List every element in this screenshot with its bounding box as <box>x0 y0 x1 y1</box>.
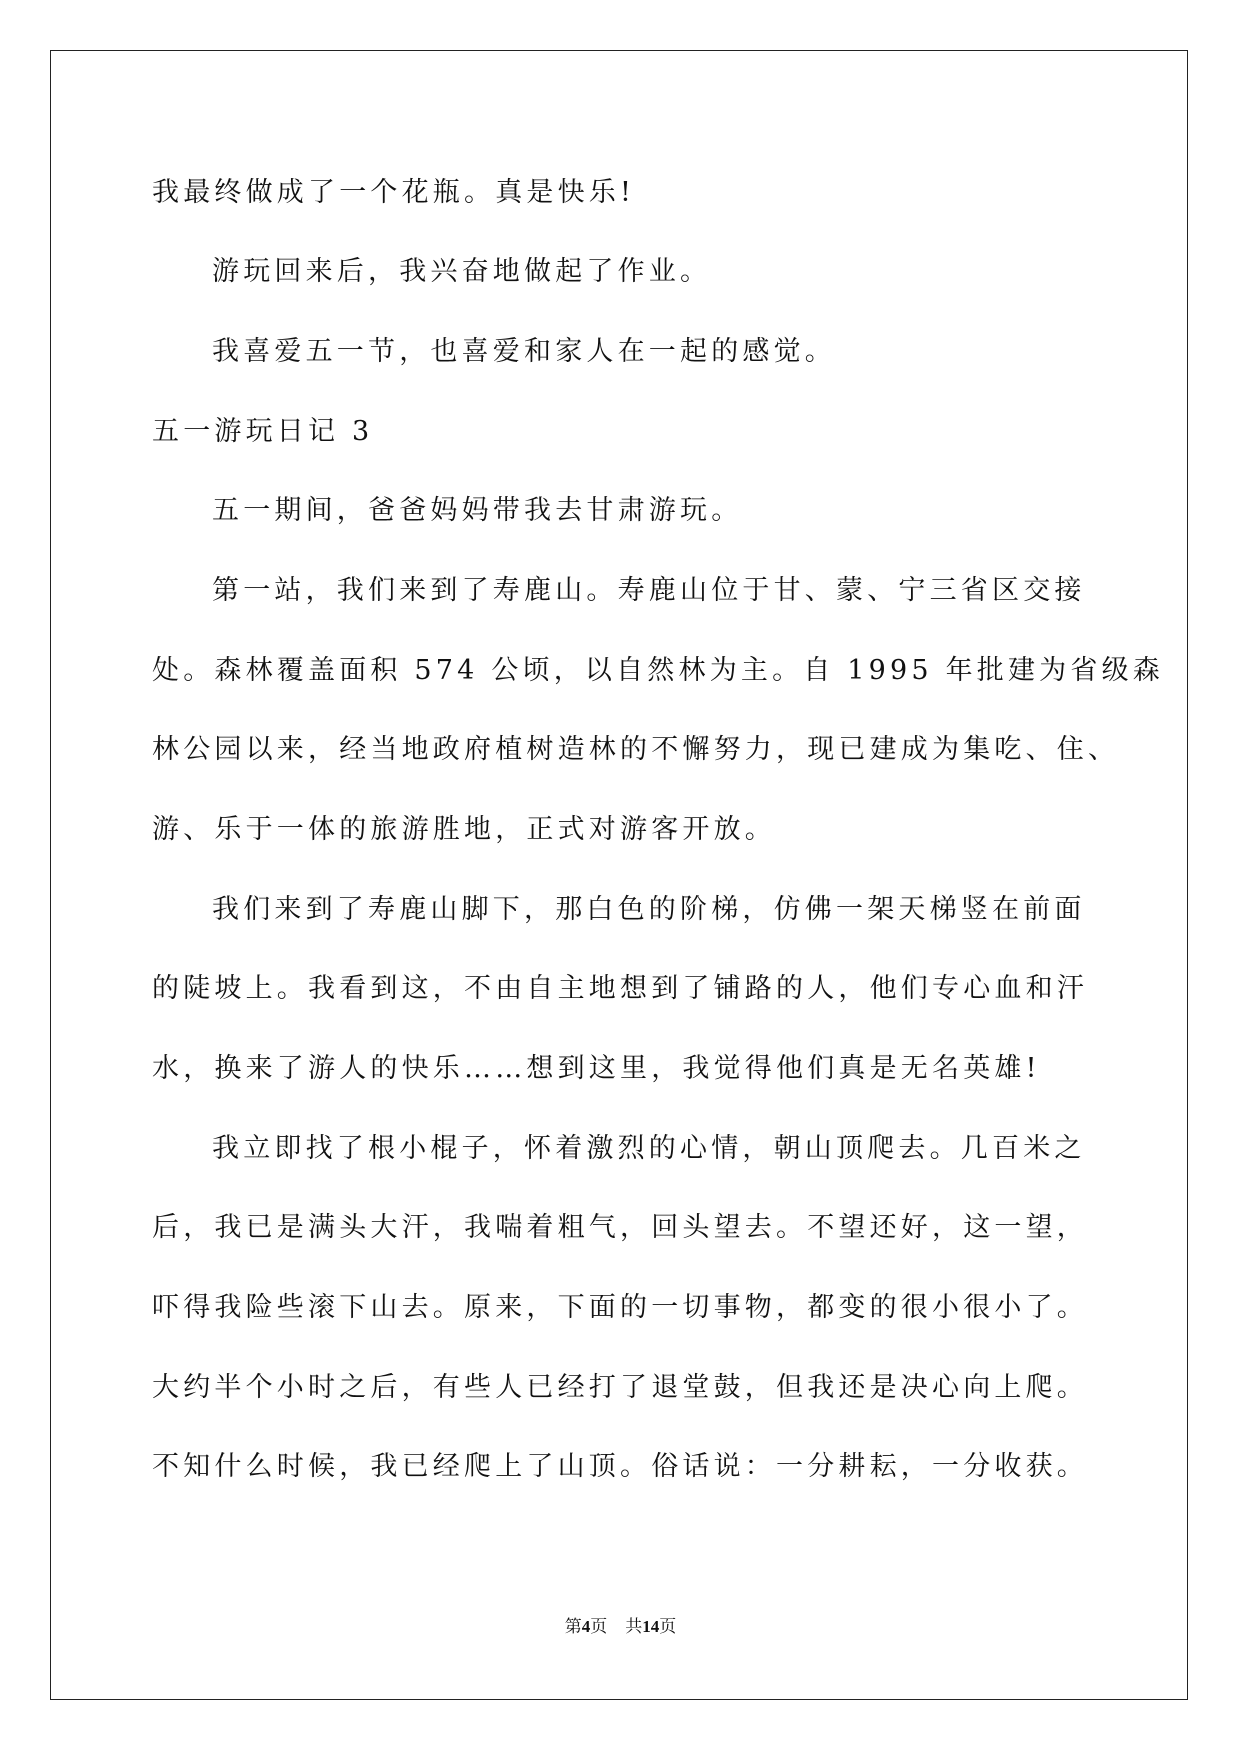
text-line: 我立即找了根小棍子，怀着激烈的心情，朝山顶爬去。几百米之 <box>212 1133 1086 1164</box>
text-line: 第一站，我们来到了寿鹿山。寿鹿山位于甘、蒙、宁三省区交接 <box>212 575 1086 606</box>
text-line: 处。森林覆盖面积 574 公顷，以自然林为主。自 1995 年批建为省级森 <box>152 655 1164 686</box>
page-footer <box>0 1612 1241 1637</box>
text-line: 水，换来了游人的快乐……想到这里，我觉得他们真是无名英雄! <box>152 1053 1041 1084</box>
total-suffix: 页 <box>659 1617 677 1636</box>
text-line: 我喜爱五一节，也喜爱和家人在一起的感觉。 <box>212 336 836 367</box>
text-line: 林公园以来，经当地政府植树造林的不懈努力，现已建成为集吃、住、 <box>152 734 1120 765</box>
total-prefix: 共 <box>625 1617 643 1636</box>
text-line: 我最终做成了一个花瓶。真是快乐! <box>152 177 636 208</box>
page-number: 4 <box>581 1617 591 1636</box>
text-line: 游、乐于一体的旅游胜地，正式对游客开放。 <box>152 814 776 845</box>
page-suffix: 页 <box>590 1617 608 1636</box>
text-line: 吓得我险些滚下山去。原来，下面的一切事物，都变的很小很小了。 <box>152 1292 1088 1323</box>
text-line: 的陡坡上。我看到这，不由自主地想到了铺路的人，他们专心血和汗 <box>152 973 1088 1004</box>
text-line: 游玩回来后，我兴奋地做起了作业。 <box>212 256 712 287</box>
section-heading: 五一游玩日记 3 <box>152 416 374 447</box>
text-line: 不知什么时候，我已经爬上了山顶。俗话说：一分耕耘，一分收获。 <box>152 1451 1088 1482</box>
text-line: 五一期间，爸爸妈妈带我去甘肃游玩。 <box>212 495 743 526</box>
page-prefix: 第 <box>564 1617 582 1636</box>
text-line: 我们来到了寿鹿山脚下，那白色的阶梯，仿佛一架天梯竖在前面 <box>212 894 1086 925</box>
text-line: 大约半个小时之后，有些人已经打了退堂鼓，但我还是决心向上爬。 <box>152 1372 1088 1403</box>
total-pages: 14 <box>642 1617 660 1636</box>
text-line: 后，我已是满头大汗，我喘着粗气，回头望去。不望还好，这一望， <box>152 1212 1088 1243</box>
